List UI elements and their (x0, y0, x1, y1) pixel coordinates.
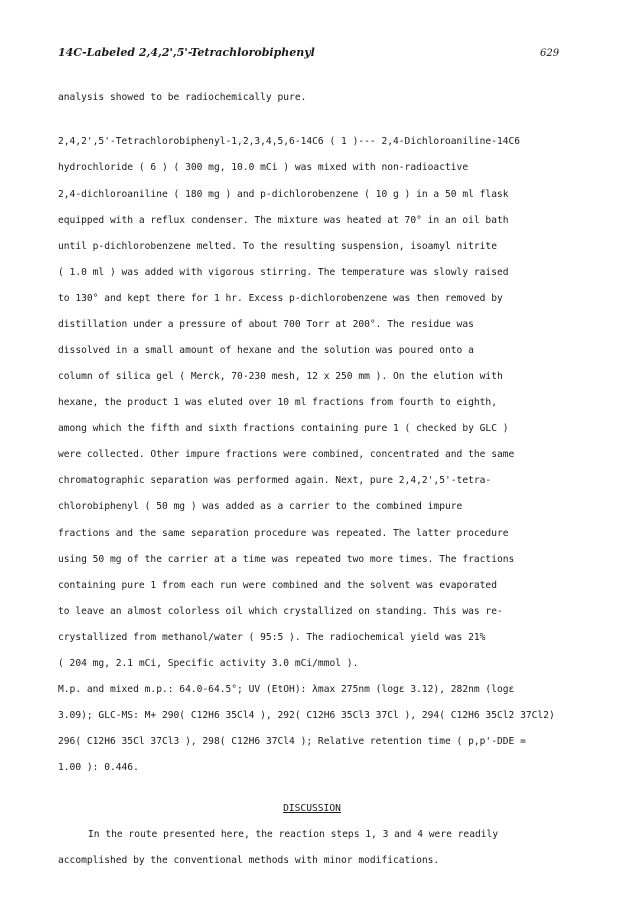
text-line: containing pure 1 from each run were combined and the solvent was evaporated (58, 580, 497, 591)
text-line: crystallized from methanol/water ( 95:5 ). The radiochemical yield was 21% (58, 632, 486, 643)
text-line: hydrochloride ( 6 ) ( 300 mg, 10.0 mCi ) was mixed with non-radioactive (58, 162, 469, 173)
text-line: hexane, the product 1 was eluted over 10 ml fractions from fourth to eighth, (58, 397, 497, 408)
text-line: accomplished by the conventional methods with minor modifications. (58, 855, 440, 866)
text-line: to 130° and kept there for 1 hr. Excess p-dichlorobenzene was then removed by (58, 293, 503, 304)
text-line: ( 1.0 ml ) was added with vigorous stirring. The temperature was slowly raised (58, 267, 509, 278)
text-line: 2,4-dichloroaniline ( 180 mg ) and p-dichlorobenzene ( 10 g ) in a 50 ml flask (58, 189, 509, 200)
text-line: to leave an almost colorless oil which crystallized on standing. This was re- (58, 606, 503, 617)
text-line: In the route presented here, the reaction steps 1, 3 and 4 were readily (88, 829, 499, 840)
text-line: were collected. Other impure fractions were combined, concentrated and the same (58, 449, 515, 460)
text-line: analysis showed to be radiochemically pure. (58, 92, 307, 103)
text-line: equipped with a reflux condenser. The mixture was heated at 70° in an oil bath (58, 215, 509, 226)
text-line: fractions and the same separation procedure was repeated. The latter procedure (58, 528, 509, 539)
text-line: M.p. and mixed m.p.: 64.0-64.5°; UV (EtOH): λmax 275nm (logε 3.12), 282nm (logε (58, 684, 515, 695)
text-line: distillation under a pressure of about 700 Torr at 200°. The residue was (58, 319, 474, 330)
text-line: until p-dichlorobenzene melted. To the resulting suspension, isoamyl nitrite (58, 241, 497, 252)
text-line: 3.09); GLC-MS: M+ 290( C12H6 35Cl4 ), 292( C12H6 35Cl3 37Cl ), 294( C12H6 35Cl2 37Cl2) (58, 710, 555, 721)
running-title: 14C-Labeled 2,4,2',5'-Tetrachlorobiphenyl (58, 46, 315, 59)
text-line: chlorobiphenyl ( 50 mg ) was added as a carrier to the combined impure (58, 501, 463, 512)
page-number: 629 (540, 48, 560, 59)
text-line: 2,4,2',5'-Tetrachlorobiphenyl-1,2,3,4,5,6-14C6 ( 1 )--- 2,4-Dichloroaniline-14C6 (58, 136, 521, 147)
text-line: 296( C12H6 35Cl 37Cl3 ), 298( C12H6 37Cl4 ); Relative retention time ( p,p'-DDE = (58, 736, 526, 747)
text-line: 1.00 ): 0.446. (58, 762, 139, 773)
text-line: among which the fifth and sixth fractions containing pure 1 ( checked by GLC ) (58, 423, 509, 434)
text-line: column of silica gel ( Merck, 70-230 mesh, 12 x 250 mm ). On the elution with (58, 371, 503, 382)
text-line: dissolved in a small amount of hexane and the solution was poured onto a (58, 345, 474, 356)
text-line: chromatographic separation was performed again. Next, pure 2,4,2',5'-tetra- (58, 475, 492, 486)
section-heading: DISCUSSION (283, 803, 341, 814)
text-line: ( 204 mg, 2.1 mCi, Specific activity 3.0 mCi/mmol ). (58, 658, 359, 669)
text-line: using 50 mg of the carrier at a time was repeated two more times. The fractions (58, 554, 515, 565)
